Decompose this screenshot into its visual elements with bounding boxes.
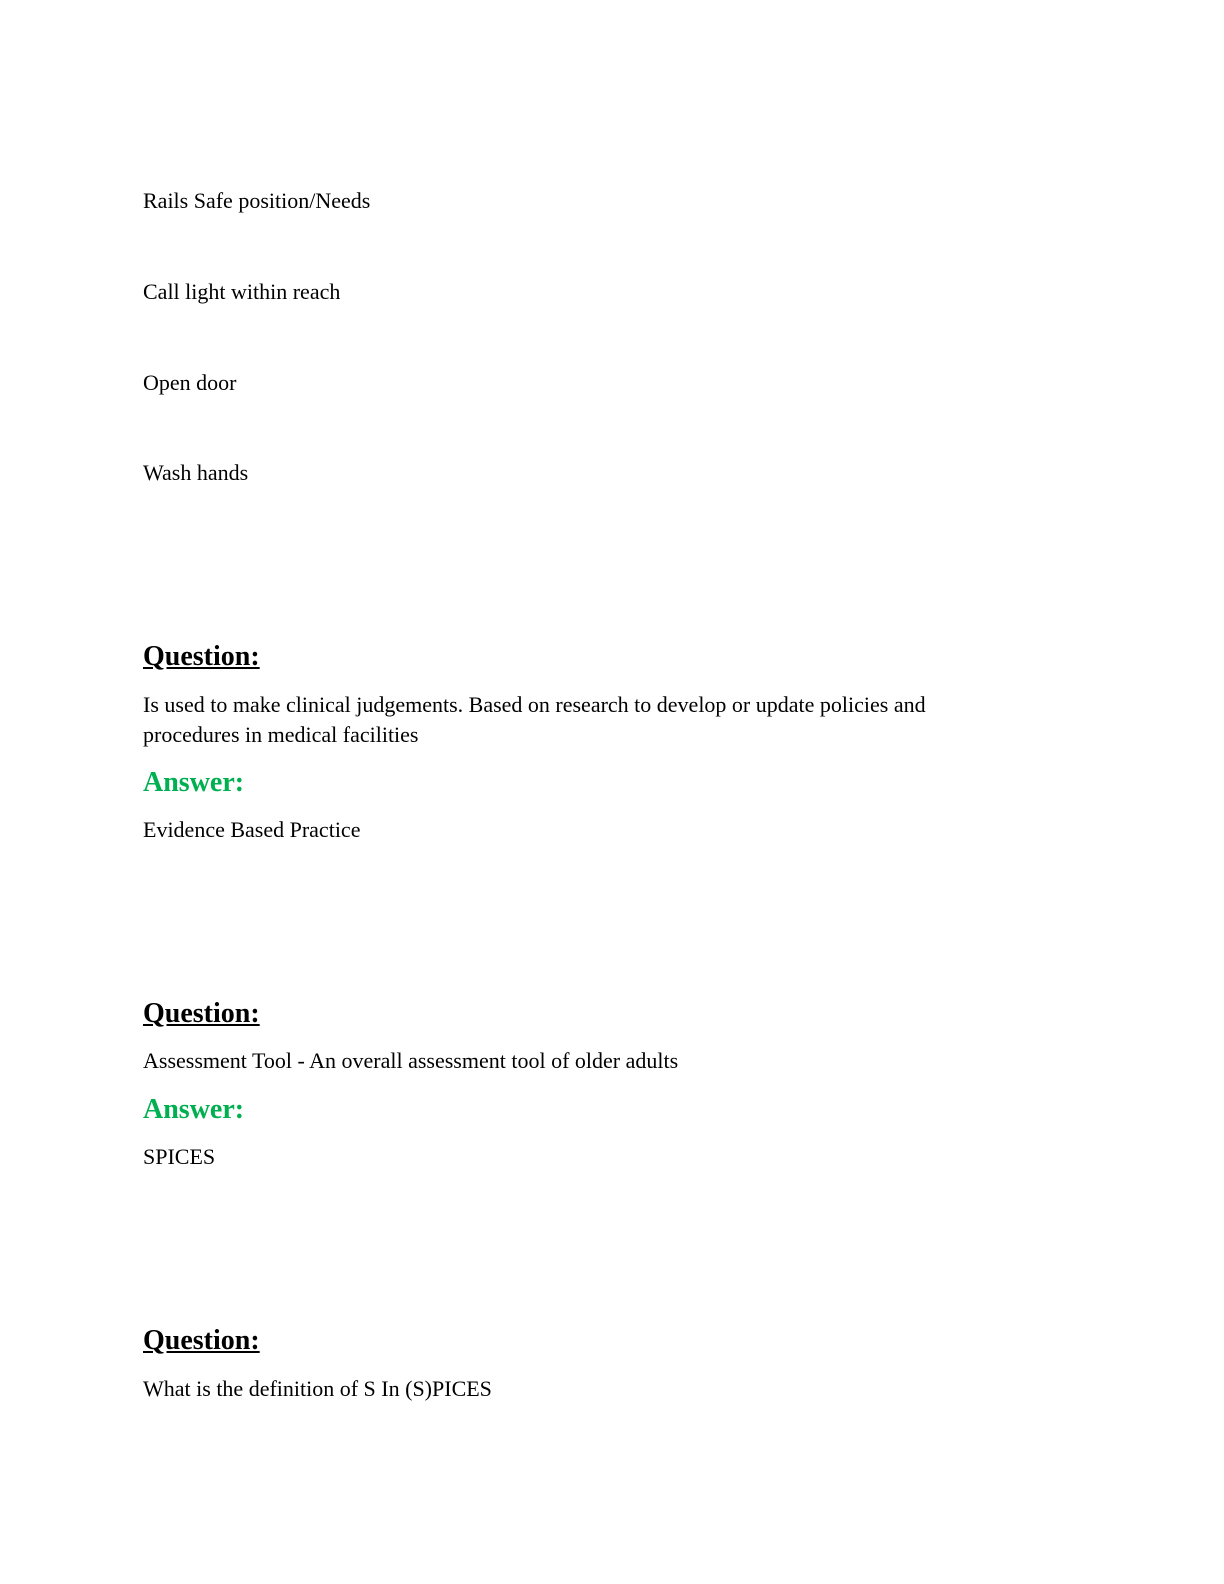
- checklist-item-wash-hands: Wash hands: [143, 460, 249, 485]
- answer-label: Answer:: [143, 1094, 245, 1125]
- question-text: Assessment Tool - An overall assessment tool of older adults: [143, 1048, 679, 1073]
- checklist-item-call-light: Call light within reach: [143, 279, 341, 304]
- answer-text: Evidence Based Practice: [143, 817, 361, 842]
- checklist-item-open-door: Open door: [143, 370, 237, 395]
- answer-text: SPICES: [143, 1144, 216, 1169]
- question-label: Question:: [143, 998, 260, 1029]
- question-label: Question:: [143, 1325, 260, 1356]
- question-text: What is the definition of S In (S)PICES: [143, 1376, 492, 1401]
- checklist-item-rails: Rails Safe position/Needs: [143, 188, 371, 213]
- question-label: Question:: [143, 641, 260, 672]
- answer-label: Answer:: [143, 767, 245, 798]
- question-text: Is used to make clinical judgements. Based on research to develop or update policies and procedures in medical facilities: [143, 692, 926, 747]
